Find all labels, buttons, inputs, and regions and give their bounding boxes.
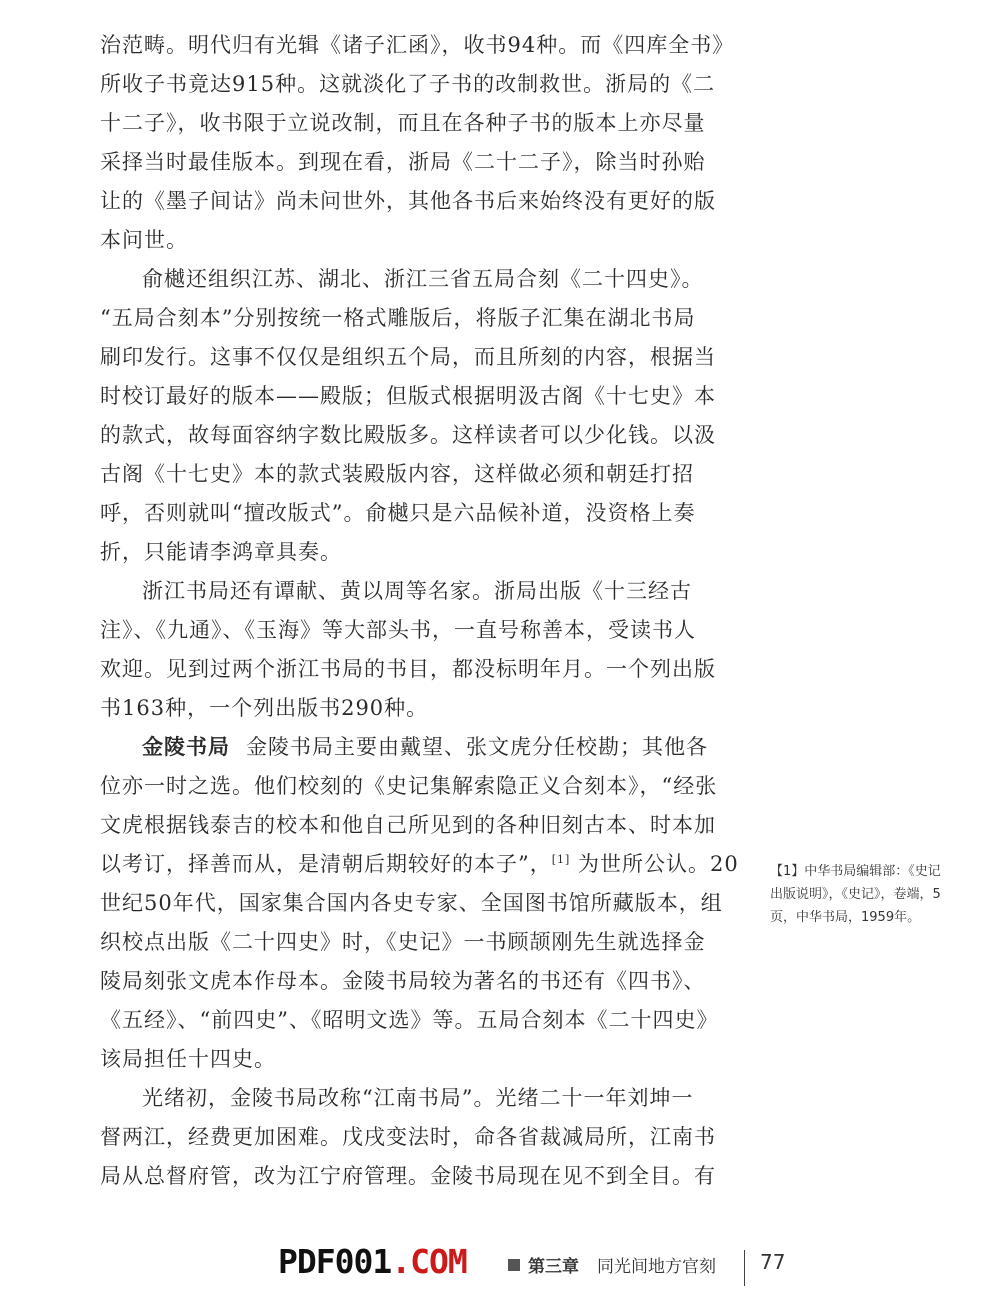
paragraph	[100, 1079, 760, 1196]
footnote-line: 出版说明》，《史记》，卷端，5	[770, 887, 941, 902]
text-line: 织校点出版《二十四史》时，《史记》一书顾颉刚先生就选择金	[100, 930, 706, 954]
text-line: 浙江书局还有谭献、黄以周等名家。浙局出版《十三经古	[142, 579, 692, 603]
text-line: 注》、《九通》、《玉海》等大部头书，一直号称善本，受读书人	[100, 618, 696, 642]
text-line: 十二子》，收书限于立说改制，而且在各种子书的版本上亦尽量	[100, 111, 706, 135]
body-text	[100, 26, 760, 1196]
square-bullet-icon	[508, 1259, 520, 1271]
text-line: 所收子书竟达915种。这就淡化了子书的改制救世。浙局的《二	[100, 72, 716, 96]
chapter-label: 第三章	[528, 1257, 579, 1277]
text-line: 《五经》、“前四史”、《昭明文选》等。五局合刻本《二十四史》	[100, 1008, 719, 1032]
section-heading: 金陵书局	[142, 735, 230, 759]
text-line: 该局担任十四史。	[100, 1047, 276, 1071]
text-line	[100, 845, 760, 884]
paragraph	[100, 260, 760, 572]
logo-text: PDF001	[278, 1242, 392, 1281]
footer-divider	[744, 1250, 745, 1286]
text-line: 局从总督府管，改为江宁府管理。金陵书局现在见不到全目。有	[100, 1164, 716, 1188]
footnote-line: 页，中华书局，1959年。	[770, 910, 921, 925]
text-line: 文虎根据钱泰吉的校本和他自己所见到的各种旧刻古本、时本加	[100, 813, 716, 837]
text-line: 呼，否则就叫“擅改版式”。俞樾只是六品候补道，没资格上奏	[100, 501, 696, 525]
text-line: 欢迎。见到过两个浙江书局的书目，都没标明年月。一个列出版	[100, 657, 716, 681]
text-line: 采择当时最佳版本。到现在看，浙局《二十二子》，除当时孙贻	[100, 150, 706, 174]
text-line: 督两江，经费更加困难。戊戌变法时，命各省裁减局所，江南书	[100, 1125, 716, 1149]
text-span: 以考订，择善而从，是清朝后期较好的本子”，	[100, 852, 552, 876]
text-line: 时校订最好的版本——殿版；但版式根据明汲古阁《十七史》本	[100, 384, 716, 408]
text-line: 折，只能请李鸿章具奏。	[100, 540, 342, 564]
paragraph	[100, 728, 760, 1079]
text-line: 让的《墨子间诂》尚未问世外，其他各书后来始终没有更好的版	[100, 189, 716, 213]
text-line: 书163种，一个列出版书290种。	[100, 696, 429, 720]
footnote-line: 【1】中华书局编辑部：《史记	[770, 864, 941, 879]
paragraph	[100, 26, 760, 260]
text-line: 光绪初，金陵书局改称“江南书局”。光绪二十一年刘坤一	[142, 1086, 694, 1110]
chapter-title: 同光间地方官刻	[597, 1257, 716, 1277]
text-line	[100, 728, 760, 767]
footnote-marker[interactable]: [1]	[551, 853, 571, 866]
text-line: 位亦一时之选。他们校刻的《史记集解索隐正义合刻本》，“经张	[100, 774, 718, 798]
text-line: 刷印发行。这事不仅仅是组织五个局，而且所刻的内容，根据当	[100, 345, 716, 369]
running-footer	[508, 1252, 716, 1277]
text-span: 金陵书局主要由戴望、张文虎分任校勘；其他各	[246, 735, 708, 759]
page-number: 77	[760, 1250, 786, 1274]
text-line: 陵局刻张文虎本作母本。金陵书局较为著名的书还有《四书》、	[100, 969, 706, 993]
text-line: 本问世。	[100, 228, 188, 252]
logo-suffix: .COM	[391, 1242, 467, 1281]
text-line: “五局合刻本”分别按统一格式雕版后，将版子汇集在湖北书局	[100, 306, 696, 330]
footnote	[770, 860, 978, 929]
text-span: 为世所公认。20	[578, 852, 739, 876]
text-line: 治范畴。明代归有光辑《诸子汇函》，收书94种。而《四库全书》	[100, 33, 735, 57]
text-line: 的款式，故每面容纳字数比殿版多。这样读者可以少化钱。以汲	[100, 423, 716, 447]
text-line: 俞樾还组织江苏、湖北、浙江三省五局合刻《二十四史》。	[142, 267, 704, 291]
text-line: 世纪50年代，国家集合国内各史专家、全国图书馆所藏版本，组	[100, 891, 723, 915]
text-line: 古阁《十七史》本的款式装殿版内容，这样做必须和朝廷打招	[100, 462, 694, 486]
paragraph	[100, 572, 760, 728]
watermark-logo	[278, 1242, 467, 1281]
